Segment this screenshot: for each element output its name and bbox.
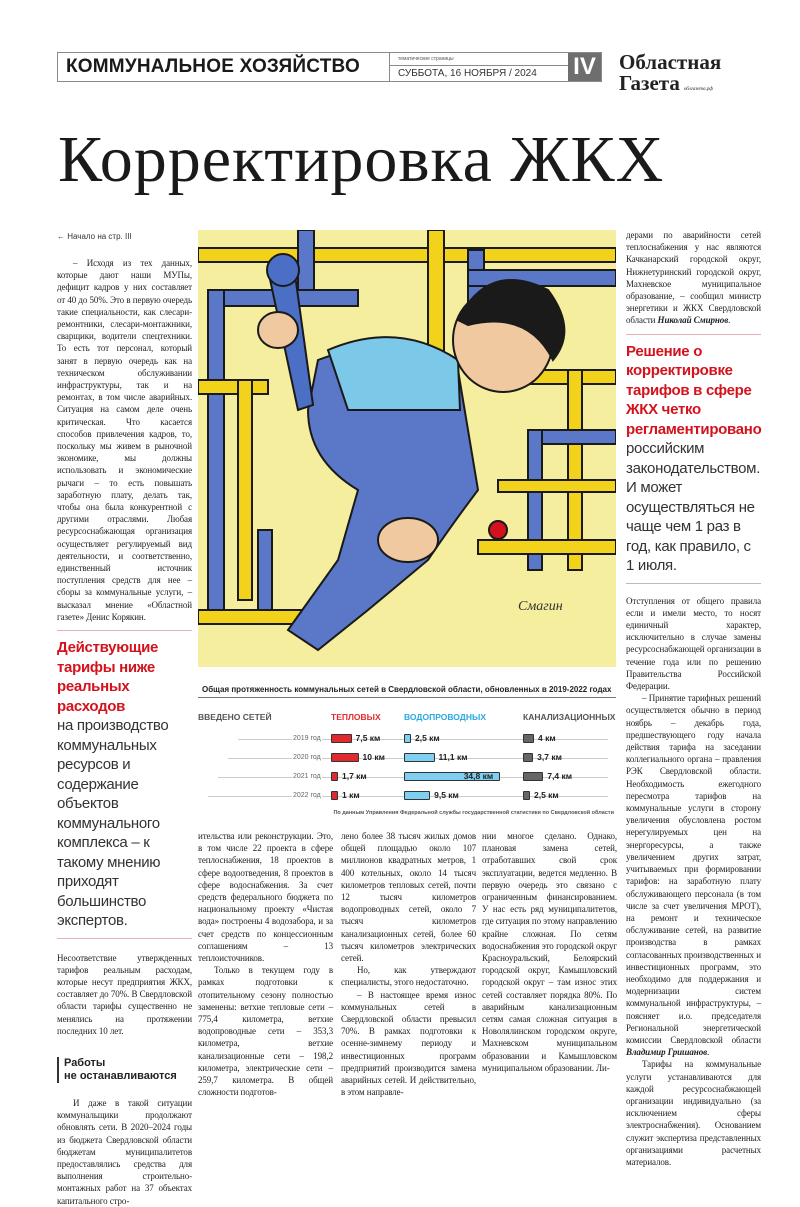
paragraph: Тарифы на коммунальные услуги устанавливаются для каждой ресурсоснабжающей организации индивидуально (за исключением сферы электроснабжения). Основанием служит экспертиза представленных организациями расчетных материалов. bbox=[626, 1059, 761, 1167]
plumber-illustration bbox=[198, 230, 616, 667]
paragraph: Но, как утверждают специалисты, этого недостаточно. bbox=[341, 965, 476, 988]
bar-value-label: 10 км bbox=[362, 752, 385, 762]
year-label: 2020 год bbox=[293, 754, 321, 761]
bar-1-0 bbox=[404, 734, 411, 743]
logo-line2: Газета bbox=[619, 71, 680, 95]
pull-quote-highlight: Решение о корректировке тарифов в сфере ЖКХ четко регламентировано bbox=[626, 342, 762, 438]
pull-quote-left bbox=[57, 638, 192, 931]
chart-source: По данным Управления Федеральной службы государственной статистики по Свердловской области bbox=[333, 810, 614, 816]
cartoon-plumber-with-wrench bbox=[198, 230, 616, 667]
pull-quote-right bbox=[626, 342, 761, 576]
logo-site: облгазета.рф bbox=[683, 87, 713, 92]
bar-0-0 bbox=[331, 734, 352, 743]
bar-0-1 bbox=[331, 753, 359, 762]
bar-0-3 bbox=[331, 791, 338, 800]
bar-value-label: 1,7 км bbox=[342, 771, 367, 781]
newspaper-logo bbox=[619, 52, 721, 94]
bar-0-2 bbox=[331, 772, 338, 781]
network-length-chart bbox=[198, 684, 616, 824]
subheading bbox=[57, 1057, 192, 1083]
series-header: ТЕПЛОВЫХ bbox=[331, 712, 381, 722]
series-header: ВОДОПРОВОДНЫХ bbox=[404, 712, 486, 722]
bar-value-label: 9,5 км bbox=[434, 790, 459, 800]
paragraph: – В настоящее время износ коммунальных сетей в Свердловской области превысил 70%. В рамках подготовки к осенне-зимнему периоду и инвестиционных программ предприятий производится замена аварийных сетей. И действительно, в этом направле- bbox=[341, 989, 476, 1098]
paragraph: ительства или реконструкции. Это, в том числе 22 проекта в сфере теплоснабжения, 18 проектов в сфере водоотведения, 8 проектов в сфере водоснабжения. За счет средств федерального бюджета по национальному проекту «Чистая вода» построены 4 водозабора, и за счет средств по концессионным соглашениям – 13 теплоисточников. bbox=[198, 831, 333, 964]
bar-value-label: 4 км bbox=[538, 733, 556, 743]
column-left-top bbox=[57, 257, 192, 623]
column-right-top bbox=[626, 229, 761, 327]
bar-2-3 bbox=[523, 791, 530, 800]
section-subtitle: тематические страницы bbox=[390, 53, 568, 66]
column-4 bbox=[482, 830, 617, 1074]
divider bbox=[57, 938, 192, 939]
paragraph: нии многое сделано. Однако, плановая замена сетей, отработавших свой срок эксплуатации, ведется медленно. В первую очередь это связано с ограниченным финансированием. У нас есть ряд муниципалитетов, где ситуация по этому направлению крайне сложная. По сетям водоснабжения это городской округ Красноуральский, Белоярский городской округ, Камышловский городской округ – там износ этих сетей составляет порядка 80%. По аварийным канализационным сетям самая сложная ситуация в Новолялинском городском округе, Махневском муниципальном образовании и Камышловском муниципальном образовании. Ли- bbox=[482, 831, 617, 1073]
person-name: Николай Смирнов bbox=[657, 315, 729, 326]
bar-value-label: 3,7 км bbox=[537, 752, 562, 762]
arrow-left-icon: ← bbox=[57, 232, 68, 241]
year-label: 2022 год bbox=[293, 792, 321, 799]
continued-link[interactable] bbox=[57, 232, 192, 241]
bar-2-2 bbox=[523, 772, 543, 781]
bar-value-label: 1 км bbox=[342, 790, 360, 800]
column-left bbox=[57, 232, 192, 1207]
paragraph: Несоответствие утвержденных тарифов реальным расходам, которые несут предприятия ЖКХ, составляет до 70%. В Свердловской области тарифы существенно не менялись на протяжении последних 10 лет. bbox=[57, 952, 192, 1036]
divider bbox=[57, 630, 192, 631]
punctuation: . bbox=[728, 315, 731, 326]
article-title: Корректировка ЖКХ bbox=[58, 123, 665, 196]
column-left-bottom bbox=[57, 952, 192, 1037]
column-2 bbox=[198, 830, 333, 1098]
illustration-signature: Смагин bbox=[518, 599, 563, 614]
paragraph: дерами по аварийности сетей теплоснабжения у нас являются Качканарский городской округ, Нижнетуринский городской округ, Махневское муниципальное образование, – сообщил министр энергетики и ЖКХ Свердловской области bbox=[626, 230, 761, 326]
column-3 bbox=[341, 830, 476, 1098]
bar-value-label: 34,8 км bbox=[463, 771, 494, 781]
bar-1-1 bbox=[404, 753, 435, 762]
bar-value-label: 7,4 км bbox=[547, 771, 573, 781]
person-name: Владимир Гришанов bbox=[626, 1047, 708, 1058]
section-title: КОММУНАЛЬНОЕ ХОЗЯЙСТВО bbox=[58, 53, 390, 81]
subheading-line2: не останавливаются bbox=[64, 1070, 177, 1083]
column-right-bottom bbox=[626, 595, 761, 1169]
paragraph: Только в текущем году в рамках подготовки к отопительному сезону полностью заменены: ветхие тепловые сети – 775,4 километра, ветхие водопроводные сети – 353,3 километра, ветхие канализационные сети – 198,2 километра, электрические сети – 259,7 километра. В общей сложности подготов- bbox=[198, 965, 333, 1098]
year-label: 2021 год bbox=[293, 773, 321, 780]
bar-2-1 bbox=[523, 753, 533, 762]
paragraph: лено более 38 тысяч жилых домов общей площадью около 107 миллионов квадратных метров, 1 400 котельных, около 14 тысяч километров тепловых сетей, почти 12 тысяч километров водопроводных сетей, около 7 тысяч километров канализационных сетей, более 60 тысяч километров электрических сетей. bbox=[341, 831, 476, 964]
paragraph: Отступления от общего правила если и имели место, то носят единичный характер, исключительно в случае замены ресурсоснабжающей организации в течение года или по решению Правительства Российской Федерации. bbox=[626, 595, 761, 692]
bar-value-label: 2,5 км bbox=[534, 790, 559, 800]
column-right bbox=[626, 229, 761, 1168]
chart-title: Общая протяженность коммунальных сетей в Свердловской области, обновленных в 2019-2022 годах bbox=[198, 684, 616, 698]
series-header: КАНАЛИЗАЦИОННЫХ bbox=[523, 712, 616, 722]
pull-quote-text: на производство коммунальных ресурсов и содержание объектов коммунального комплекса – к такому мнению приходят большинство экспертов. bbox=[57, 717, 169, 930]
pull-quote-text: российским законодательством. И может осуществляться не чаще чем 1 раз в год, как правило, с 1 июля. bbox=[626, 440, 761, 575]
bar-value-label: 11,1 км bbox=[438, 752, 468, 762]
paragraph: И даже в такой ситуации коммунальщики продолжают обновлять сети. В 2020–2024 годы из бюджета Свердловской области бюджетам муниципалитетов предоставлялись средства для выполнения строительно-монтажных работ на 37 объектах капитального стро- bbox=[57, 1098, 192, 1206]
divider bbox=[626, 583, 761, 584]
bar-value-label: 7,5 км bbox=[355, 733, 381, 743]
chart-label: ВВЕДЕНО СЕТЕЙ bbox=[198, 712, 272, 722]
page-number: IV bbox=[568, 53, 601, 81]
bar-value-label: 2,5 км bbox=[415, 733, 440, 743]
divider bbox=[626, 334, 761, 335]
paragraph: – Принятие тарифных решений осуществляется обычно в период ноябрь – декабрь года, предшествующего году начала действия тарифа на заседании коллегиального органа – правления РЭК Свердловской области. Необходимость ежегодного пересмотра тарифов на коммунальные услуги в сторону увеличения обусловлена ростом нерегулируемых цен на энергоресурсы, а также увеличением других затрат, учитываемых при формировании тарифов: на заработную плату обслуживающего персонала (в том числе за счет увеличения МРОТ), на ремонт и техническое обслуживание сетей, на развитие производства в рамках согласованных производственных и инвестиционных программ, это необходимо для поддержания и модернизации систем коммунальной инфраструктуры, – поясняет и.о. председателя Региональной энергетической комиссии Свердловской области bbox=[626, 693, 761, 1045]
paragraph: – Исходя из тех данных, которые дают наши МУПы, дефицит кадров у них составляет от 40 до 50%. Это в первую очередь такие специальности, как слесари-ремонтники, слесари-монтажники, сварщики, водители спецтехники. То есть тот персонал, который занят в первую очередь как на техническом обслуживании инфраструктуры, так и на ремонтах, в том числе аварийных. Ситуация на самом деле очень критическая. Что касается способов привлечения кадров, то, поскольку мы живем в рыночной экономике, мы должны использовать и экономические рычаги – то есть повышать заработную плату, делать так, чтобы она была конкурентной с другими отраслями. Любая ресурсоснабжающая организация осуществляет регулируемый вид деятельности, и соответственно, единственный источник поступления средств для нее – сборы за коммунальные услуги, – высказал мнение «Областной газете» Денис Корякин. bbox=[57, 258, 192, 622]
subheading-line1: Работы bbox=[64, 1057, 106, 1070]
column-left-last bbox=[57, 1097, 192, 1207]
pull-quote-highlight: Действующие тарифы ниже реальных расходов bbox=[57, 639, 159, 715]
section-header bbox=[57, 52, 602, 82]
bar-2-0 bbox=[523, 734, 534, 743]
punctuation: . bbox=[707, 1047, 710, 1058]
logo-line1: Областная bbox=[619, 50, 722, 74]
year-label: 2019 год bbox=[293, 735, 321, 742]
continued-label: Начало на стр. III bbox=[67, 232, 132, 241]
bar-1-3 bbox=[404, 791, 430, 800]
issue-date: СУББОТА, 16 НОЯБРЯ / 2024 bbox=[398, 68, 537, 79]
